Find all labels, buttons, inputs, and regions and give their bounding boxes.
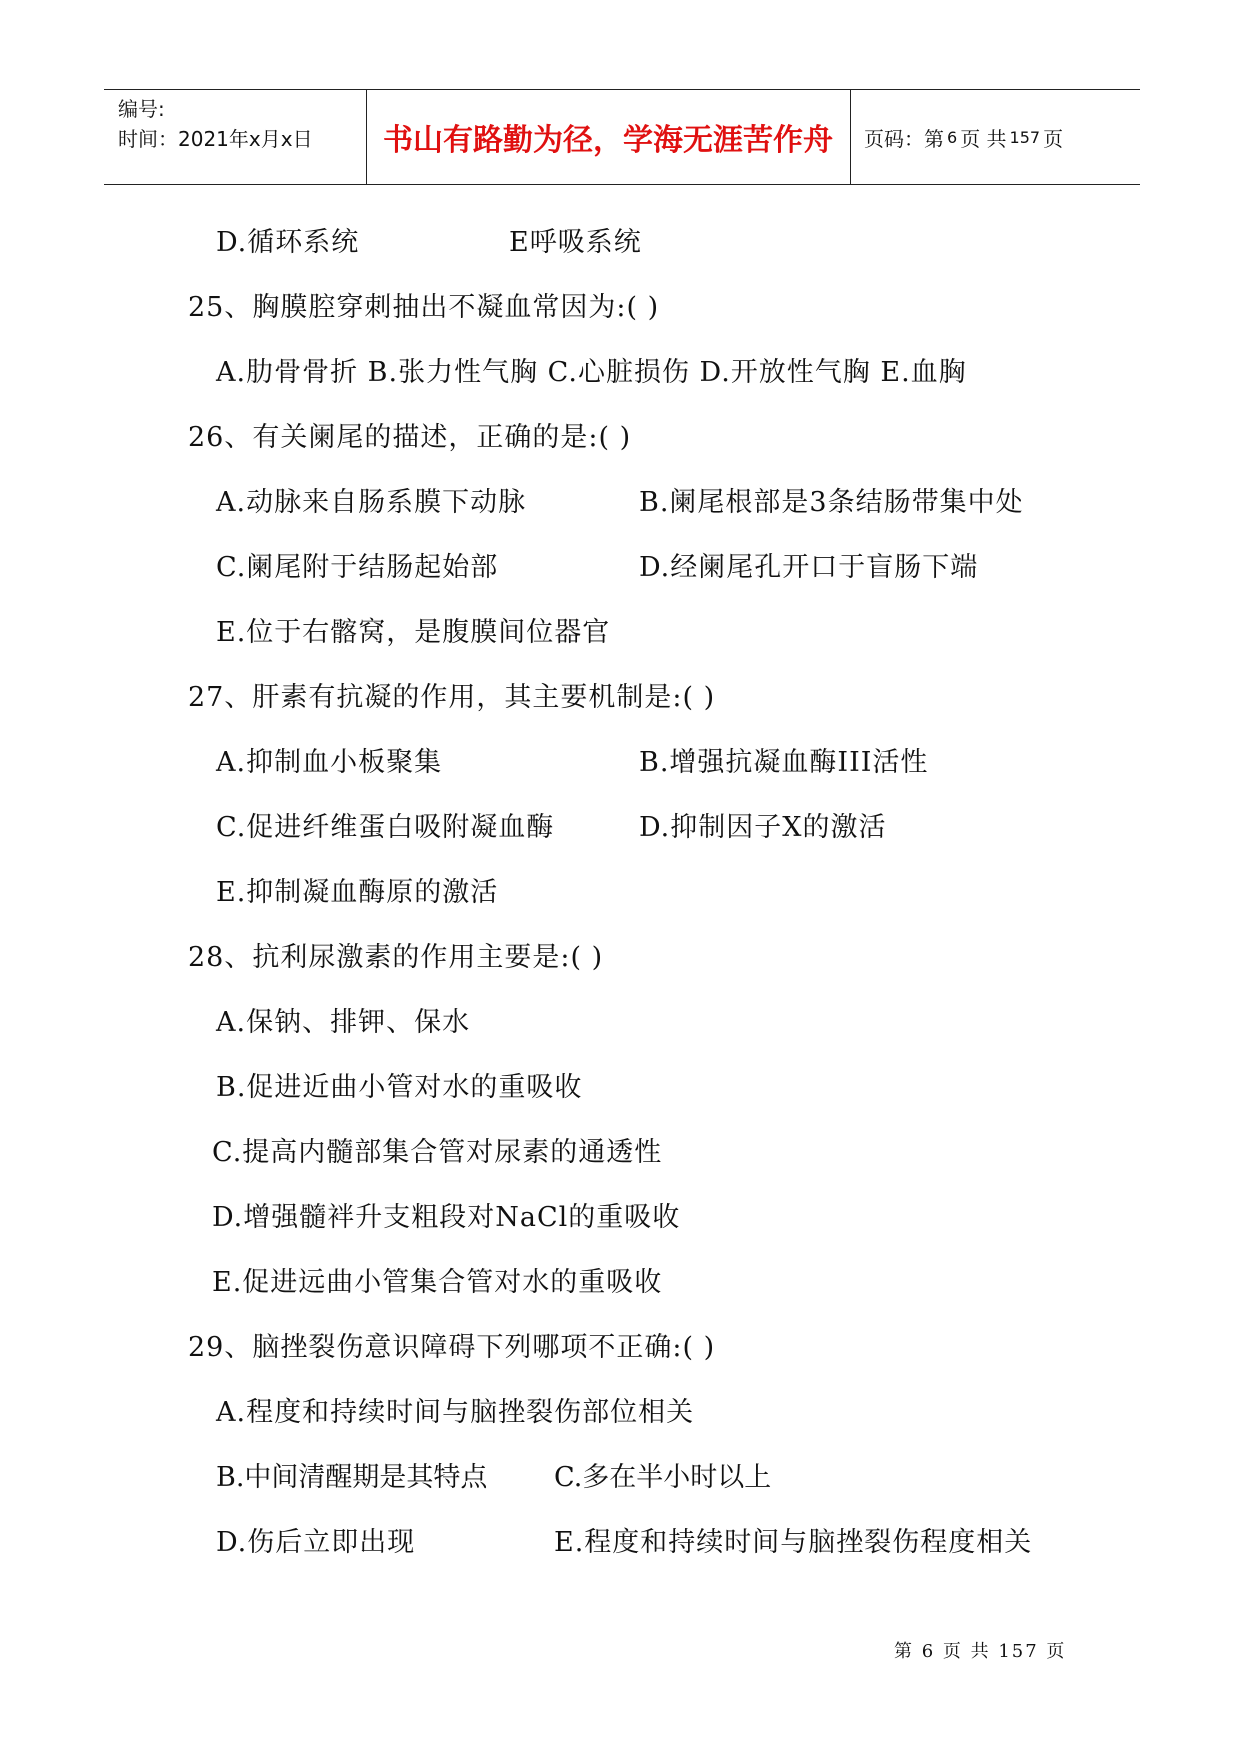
question-26: 26、有关阑尾的描述，正确的是:( )	[188, 422, 632, 453]
option-line: E.促进远曲小管集合管对水的重吸收	[212, 1267, 663, 1298]
option-line: D.循环系统	[216, 227, 360, 258]
option-line: E.位于右髂窝，是腹膜间位器官	[216, 617, 611, 648]
option-line: E.抑制凝血酶原的激活	[216, 877, 499, 908]
option-line: C.促进纤维蛋白吸附凝血酶	[216, 812, 555, 843]
header-divider-right	[850, 90, 851, 184]
option-line: B.增强抗凝血酶III活性	[639, 747, 929, 778]
page-suffix: 页	[1043, 126, 1064, 151]
option-line: B.中间清醒期是其特点	[216, 1462, 488, 1493]
option-line: E呼吸系统	[509, 227, 642, 258]
option-line: C.阑尾附于结肠起始部	[216, 552, 499, 583]
question-25: 25、胸膜腔穿刺抽出不凝血常因为:( )	[188, 292, 660, 323]
page-number: 6	[947, 127, 958, 147]
option-line: D.伤后立即出现	[216, 1527, 416, 1558]
header-page-indicator	[864, 90, 1063, 184]
page-prefix: 页码：第	[864, 126, 944, 151]
header-motto: 书山有路勤为径，学海无涯苦作舟	[383, 123, 833, 158]
question-29: 29、脑挫裂伤意识障碍下列哪项不正确:( )	[188, 1332, 716, 1363]
page-footer: 第 6 页 共 157 页	[894, 1641, 1067, 1662]
question-27: 27、肝素有抗凝的作用，其主要机制是:( )	[188, 682, 716, 713]
page-total: 157	[1009, 127, 1041, 147]
option-line: D.经阑尾孔开口于盲肠下端	[639, 552, 979, 583]
time-label: 时间：2021年x月x日	[118, 127, 313, 151]
page-mid: 页 共	[960, 126, 1007, 151]
option-line: E.程度和持续时间与脑挫裂伤程度相关	[554, 1527, 1033, 1558]
option-line: A.程度和持续时间与脑挫裂伤部位相关	[216, 1397, 695, 1428]
number-label: 编号:	[118, 97, 165, 121]
option-line: A.动脉来自肠系膜下动脉	[216, 487, 527, 518]
option-line: C.多在半小时以上	[554, 1462, 772, 1493]
option-line: B.促进近曲小管对水的重吸收	[216, 1072, 583, 1103]
option-line: D.抑制因子X的激活	[639, 812, 887, 843]
header-meta	[118, 94, 313, 154]
option-line: D.增强髓袢升支粗段对NaCl的重吸收	[212, 1202, 681, 1233]
option-line: A.抑制血小板聚集	[216, 747, 443, 778]
question-28: 28、抗利尿激素的作用主要是:( )	[188, 942, 604, 973]
option-line: B.阑尾根部是3条结肠带集中处	[639, 487, 1024, 518]
option-line: C.提高内髓部集合管对尿素的通透性	[212, 1137, 663, 1168]
option-line: A.保钠、排钾、保水	[216, 1007, 471, 1038]
option-line: A.肋骨骨折 B.张力性气胸 C.心脏损伤 D.开放性气胸 E.血胸	[216, 357, 967, 388]
page-header	[104, 89, 1140, 185]
